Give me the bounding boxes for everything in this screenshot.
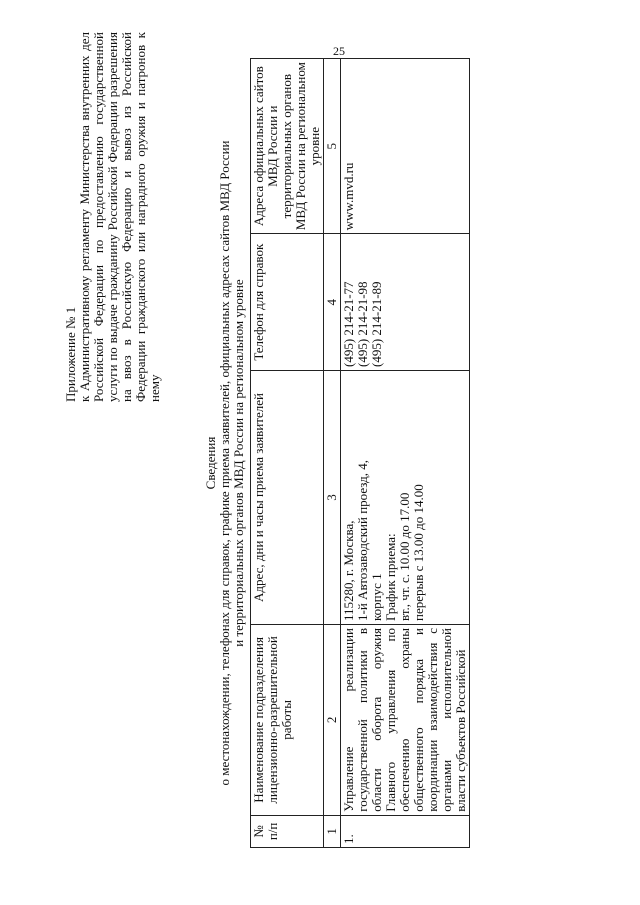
row-phones	[341, 234, 470, 371]
address-line: 115280, г. Москва,	[341, 520, 356, 621]
header-cell-phone: Телефон для справок	[251, 234, 324, 371]
document-heading	[204, 48, 246, 878]
phone-number: (495) 214-21-77	[341, 281, 356, 368]
header-cell-address: Адрес, дни и часы приема заявителей	[251, 371, 324, 625]
address-line: График приема:	[383, 533, 398, 621]
row-address	[341, 371, 470, 625]
table-header-row	[251, 59, 324, 848]
address-line: корпус 1	[369, 573, 384, 621]
heading-line-2: и территориальных органов МВД России на региональном уровне	[231, 279, 246, 647]
table-row	[341, 59, 470, 848]
heading-title: Сведения	[203, 436, 218, 490]
page-number: 25	[333, 44, 345, 58]
row-website: www.mvd.ru	[341, 59, 470, 234]
header-cell-name: Наименование подразделения лицензионно-разрешительной работы	[251, 624, 324, 815]
appendix-text: к Административному регламенту Министерства внутренних дел Российской Федерации по предоставлению государственной услуги по выдаче гражданину Российской Федерации разрешения на ввоз в Российскую Федерацию и вывоз из Российской Федерации гражданского или наградного оружия и патронов к нему	[77, 32, 162, 402]
row-department-name: Управление реализации государственной политики в области оборота оружия Главного управления по обеспечению охраны общественного порядка и координации взаимодействия с органами исполнительной власти субъектов Российской	[341, 624, 470, 815]
row-number: 1.	[341, 815, 470, 847]
header-cell-num: № п/п	[251, 815, 324, 847]
address-line: 1-й Автозаводский проезд, 4,	[355, 459, 370, 621]
column-number: 3	[324, 371, 341, 625]
info-table	[250, 58, 470, 848]
phone-number: (495) 214-21-98	[355, 281, 370, 368]
appendix-block	[64, 32, 162, 402]
heading-line-1: о местонахождении, телефонах для справок, графике приема заявителей, официальных адресах сайтов МВД России	[217, 140, 232, 786]
appendix-title: Приложение № 1	[63, 306, 78, 402]
rotated-page-content	[58, 32, 528, 878]
column-number-row	[324, 59, 341, 848]
column-number: 5	[324, 59, 341, 234]
address-line: перерыв с 13.00 до 14.00	[411, 484, 426, 621]
phone-number: (495) 214-21-89	[369, 281, 384, 368]
column-number: 4	[324, 234, 341, 371]
header-cell-sites: Адреса официальных сайтов МВД России и территориальных органов МВД России на региональном уровне	[251, 59, 324, 234]
address-line: вт., чт. с. 10.00 до 17.00	[397, 492, 412, 621]
column-number: 2	[324, 624, 341, 815]
column-number: 1	[324, 815, 341, 847]
